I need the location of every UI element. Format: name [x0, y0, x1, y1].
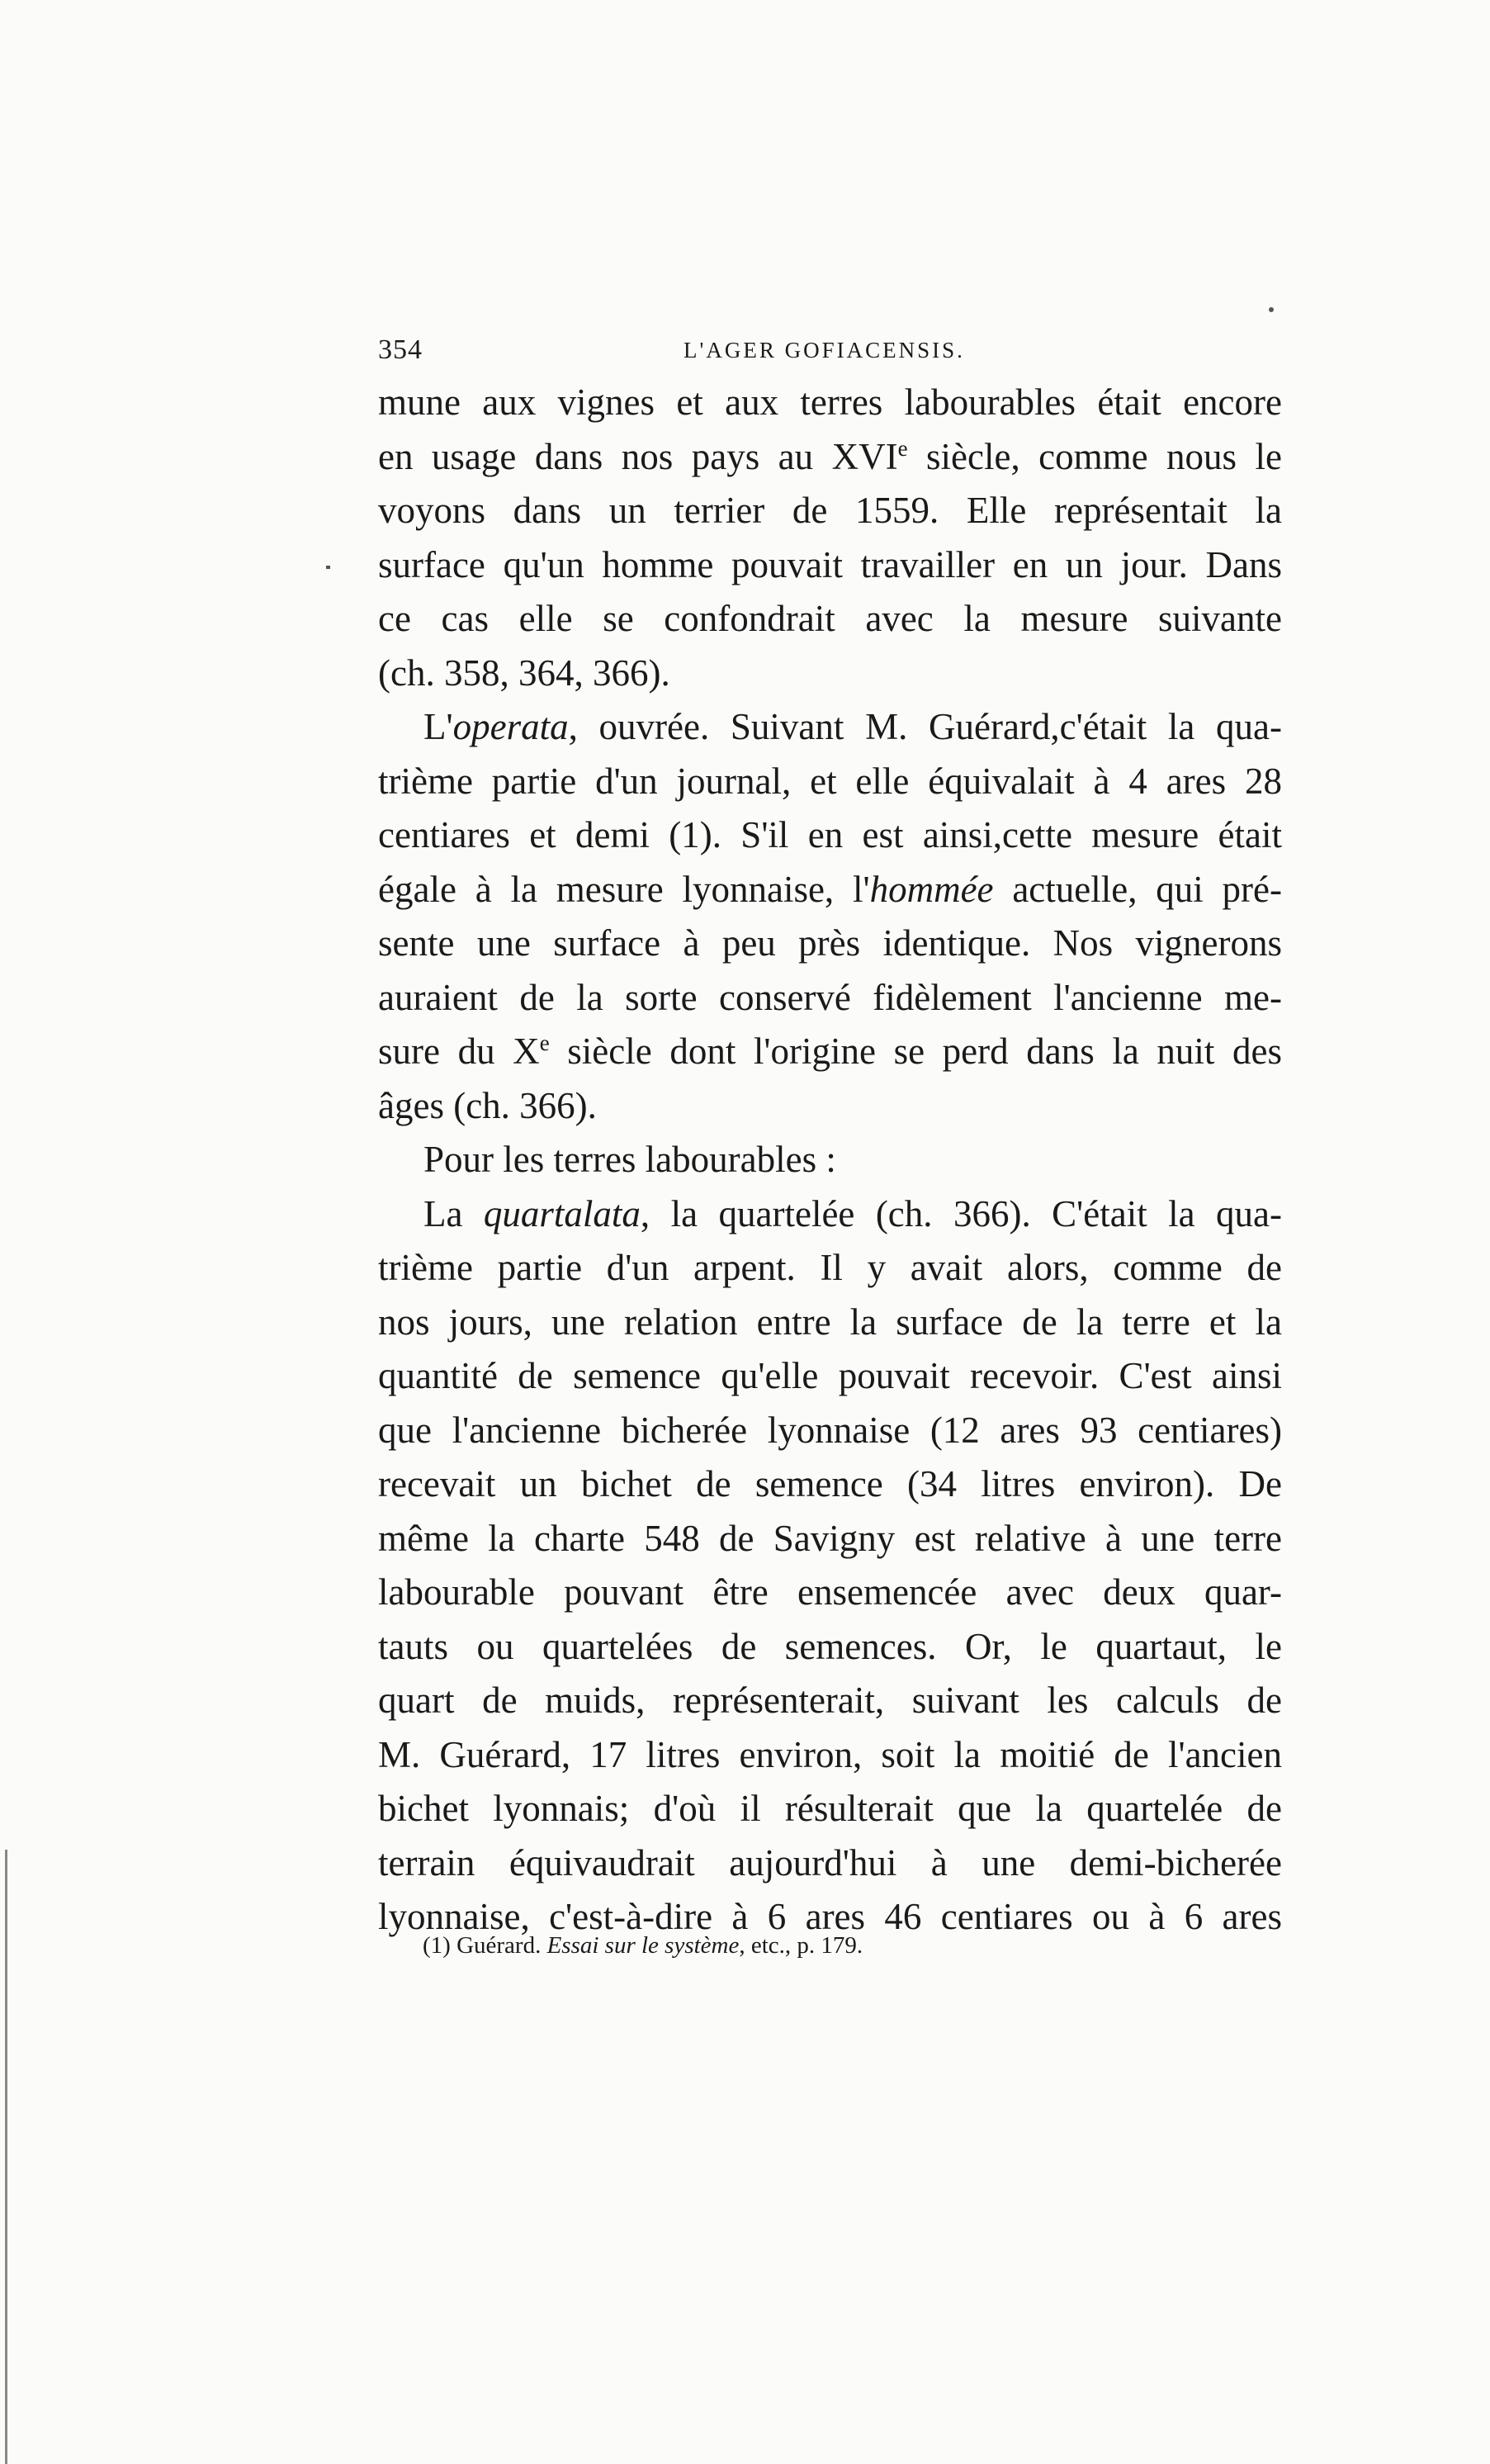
text-line: bichet lyonnais; d'où il résulterait que la quartelée de	[378, 1788, 1282, 1829]
text-line: mune aux vignes et aux terres labourables était encore	[378, 381, 1282, 423]
text-fragment: , ouvrée. Suivant M. Guérard,c'était la qua-	[568, 706, 1282, 747]
page-number: 354	[378, 334, 423, 365]
text-line: nos jours, une relation entre la surface de la terre et la	[378, 1301, 1282, 1343]
scan-speck	[326, 566, 330, 569]
text-fragment: L'	[423, 706, 453, 747]
footnote-text: , etc., p. 179.	[739, 1932, 863, 1959]
footnote-text: (1) Guérard.	[423, 1932, 547, 1959]
italic-term: operata	[452, 706, 569, 747]
italic-term: hommée	[869, 868, 994, 910]
text-line: voyons dans un terrier de 1559. Elle représentait la	[378, 490, 1282, 531]
text-line: sente une surface à peu près identique. Nos vignerons	[378, 922, 1282, 964]
text-line: auraient de la sorte conservé fidèlement l'ancienne me-	[378, 976, 1282, 1018]
text-fragment: , la quartelée (ch. 366). C'était la qua-	[640, 1192, 1282, 1234]
text-fragment: siècle dont l'origine se perd dans la nuit des	[549, 1031, 1283, 1072]
superscript: e	[897, 435, 908, 461]
text-fragment: La	[423, 1192, 484, 1234]
text-line: âges (ch. 366).	[378, 1084, 597, 1126]
text-line	[378, 863, 1282, 917]
text-fragment: siècle, comme nous le	[907, 435, 1282, 477]
body-text	[378, 376, 1282, 1945]
text-line: recevait un bichet de semence (34 litres environ). De	[378, 1463, 1282, 1504]
text-line: labourable pouvant être ensemencée avec deux quar-	[378, 1571, 1282, 1613]
text-fragment: actuelle, qui pré-	[993, 868, 1282, 910]
text-line: M. Guérard, 17 litres environ, soit la moitié de l'ancien	[378, 1733, 1282, 1775]
superscript: e	[539, 1031, 550, 1055]
text-line: tauts ou quartelées de semences. Or, le quartaut, le	[378, 1625, 1282, 1667]
italic-term: quartalata	[483, 1192, 641, 1234]
text-line	[378, 1187, 1282, 1242]
text-line: Pour les terres labourables :	[423, 1139, 836, 1180]
text-fragment: en usage dans nos pays au XVI	[378, 435, 898, 477]
text-line: quart de muids, représenterait, suivant les calculs de	[378, 1680, 1282, 1721]
text-line: trième partie d'un arpent. Il y avait alors, comme de	[378, 1247, 1282, 1288]
text-fragment: sure du X	[378, 1031, 540, 1072]
text-line: trième partie d'un journal, et elle équivalait à 4 ares 28	[378, 760, 1282, 802]
text-line: même la charte 548 de Savigny est relative à une terre	[378, 1517, 1282, 1559]
text-line: surface qu'un homme pouvait travailler en un jour. Dans	[378, 543, 1282, 585]
text-line: que l'ancienne bicherée lyonnaise (12 ares 93 centiares)	[378, 1409, 1282, 1451]
text-line: lyonnaise, c'est-à-dire à 6 ares 46 centiares ou à 6 ares	[378, 1896, 1282, 1937]
text-line	[378, 430, 1282, 485]
text-fragment: égale à la mesure lyonnaise, l'	[378, 868, 870, 910]
text-line	[378, 700, 1282, 755]
text-line: (ch. 358, 364, 366).	[378, 652, 670, 694]
text-line: terrain équivaudrait aujourd'hui à une demi-bicherée	[378, 1841, 1282, 1884]
text-line: ce cas elle se confondrait avec la mesure suivante	[378, 598, 1282, 639]
text-line: centiares et demi (1). S'il en est ainsi,cette mesure était	[378, 814, 1282, 855]
text-line	[378, 1025, 1282, 1079]
scan-speck	[1269, 307, 1274, 312]
running-title: L'AGER GOFIACENSIS.	[684, 338, 965, 362]
footnote	[423, 1932, 863, 1959]
text-line: quantité de semence qu'elle pouvait recevoir. C'est ainsi	[378, 1355, 1282, 1396]
footnote-title: Essai sur le système	[546, 1932, 740, 1959]
scan-speck	[5, 1850, 7, 2464]
